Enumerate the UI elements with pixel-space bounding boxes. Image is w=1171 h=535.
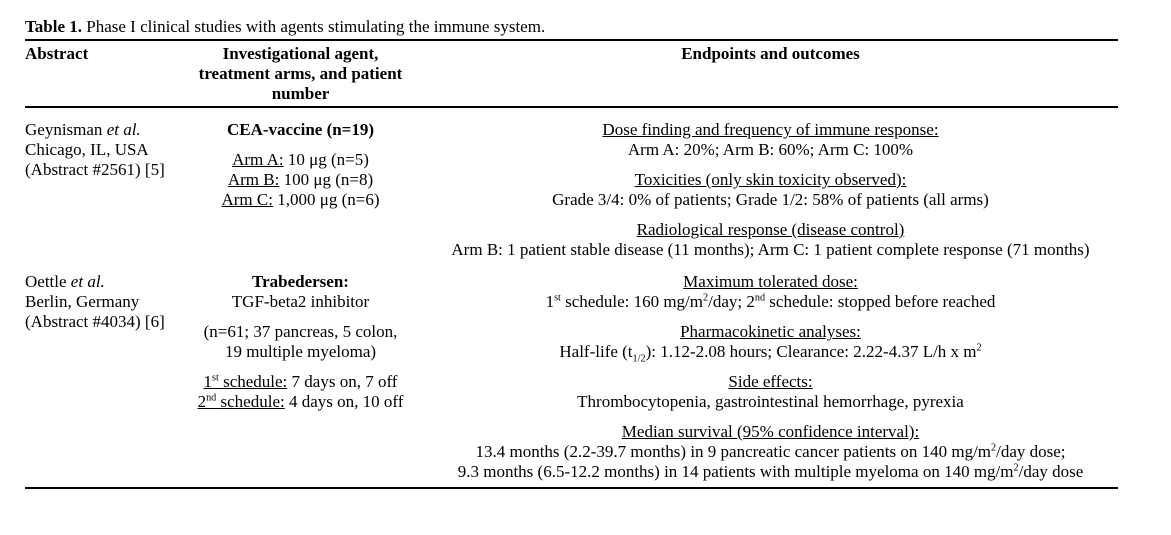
schedule-1-num: 1 bbox=[203, 372, 213, 391]
oettle-population-group bbox=[178, 322, 423, 362]
geynisman-author: Geynisman bbox=[25, 120, 107, 139]
header-agent-line-1: Investigational agent, bbox=[222, 44, 379, 63]
oettle-author-line bbox=[25, 272, 178, 292]
table-caption-text: Phase I clinical studies with agents stimulating the immune system. bbox=[82, 17, 546, 36]
schedule-1-ordinal: st bbox=[212, 372, 219, 384]
header-agent-line-3: number bbox=[271, 84, 330, 103]
arm-a-value: 10 μg (n=5) bbox=[283, 150, 369, 169]
arm-a-label: Arm A: bbox=[232, 150, 284, 169]
table-body bbox=[25, 108, 1118, 489]
schedule-1-value: 7 days on, 7 off bbox=[287, 372, 398, 391]
radiological-body: Arm B: 1 patient stable disease (11 months); Arm C: 1 patient complete response (71 months) bbox=[451, 240, 1090, 259]
geynisman-abstract-cell bbox=[25, 120, 178, 260]
header-endpoints bbox=[423, 44, 1118, 104]
geynisman-reference: (Abstract #2561) [5] bbox=[25, 160, 165, 179]
endpoint-group-survival bbox=[423, 422, 1118, 482]
schedule-2-ordinal: nd bbox=[206, 392, 217, 404]
arm-b-line bbox=[178, 170, 423, 190]
endpoint-group-pk bbox=[423, 322, 1118, 365]
schedule-2-num: 2 bbox=[197, 392, 207, 411]
geynisman-author-line bbox=[25, 120, 178, 140]
oettle-population-line-2: 19 multiple myeloma) bbox=[224, 342, 377, 361]
oettle-schedules-group bbox=[178, 372, 423, 412]
side-effects-heading: Side effects: bbox=[728, 372, 813, 391]
schedule-2-value: 4 days on, 10 off bbox=[284, 392, 404, 411]
table-1 bbox=[25, 17, 1118, 489]
schedule-2-label bbox=[198, 392, 285, 411]
oettle-reference: (Abstract #4034) [6] bbox=[25, 312, 165, 331]
table-caption bbox=[25, 17, 1118, 41]
schedule-1-line bbox=[178, 372, 423, 392]
oettle-endpoints-cell bbox=[423, 272, 1118, 482]
mtd-body: 1st schedule: 160 $mg/m^2$/day; 2nd schedule: stopped before reached bbox=[545, 292, 996, 311]
geynisman-agent-cell bbox=[178, 120, 423, 260]
arm-b-label: Arm B: bbox=[227, 170, 280, 189]
schedule-2-word: schedule: bbox=[216, 392, 285, 411]
mtd-heading: Maximum tolerated dose: bbox=[683, 272, 858, 291]
study-row-geynisman bbox=[25, 120, 1118, 260]
survival-line-1: 13.4 months (2.2-39.7 months) in 9 pancreatic cancer patients on 140 $mg/m^2$/day dose; bbox=[475, 442, 1066, 461]
arm-a-line bbox=[178, 150, 423, 170]
arm-c-line bbox=[178, 190, 423, 210]
geynisman-agent-name: CEA-vaccine (n=19) bbox=[226, 120, 375, 139]
header-agent bbox=[178, 44, 423, 104]
geynisman-location: Chicago, IL, USA bbox=[25, 140, 149, 159]
header-agent-line-2: treatment arms, and patient bbox=[198, 64, 403, 83]
oettle-abstract-cell bbox=[25, 272, 178, 482]
geynisman-arms-group bbox=[178, 150, 423, 210]
table-header-row bbox=[25, 41, 1118, 108]
toxicities-body: Grade 3/4: 0% of patients; Grade 1/2: 58% of patients (all arms) bbox=[552, 190, 989, 209]
survival-heading: Median survival (95% confidence interval): bbox=[621, 422, 920, 441]
endpoint-group-radiological bbox=[423, 220, 1118, 260]
survival-line-2: 9.3 months (6.5-12.2 months) in 14 patients with multiple myeloma on 140 $mg/m^2$/day dose bbox=[457, 462, 1084, 481]
study-row-oettle bbox=[25, 272, 1118, 482]
table-caption-label: Table 1. bbox=[25, 17, 83, 36]
pk-body: Half-life $(t_{1/2})$: 1.12-2.08 hours; Clearance: 2.22-4.37 L/h x $m^2$ bbox=[559, 342, 982, 365]
endpoint-group-mtd bbox=[423, 272, 1118, 312]
arm-c-label: Arm C: bbox=[221, 190, 273, 209]
side-effects-body: Thrombocytopenia, gastrointestinal hemorrhage, pyrexia bbox=[577, 392, 964, 411]
oettle-author: Oettle bbox=[25, 272, 71, 291]
schedule-1-word: schedule: bbox=[218, 372, 288, 391]
oettle-etal: et al. bbox=[70, 272, 105, 291]
oettle-agent-description: TGF-beta2 inhibitor bbox=[231, 292, 370, 311]
oettle-agent-cell bbox=[178, 272, 423, 482]
radiological-heading: Radiological response (disease control) bbox=[636, 220, 905, 239]
arm-b-value: 100 μg (n=8) bbox=[279, 170, 374, 189]
geynisman-etal: et al. bbox=[106, 120, 141, 139]
arm-c-value: 1,000 μg (n=6) bbox=[272, 190, 380, 209]
schedule-1-label bbox=[204, 372, 288, 391]
endpoint-group-side-effects bbox=[423, 372, 1118, 412]
endpoint-group-toxicities bbox=[423, 170, 1118, 210]
schedule-2-line bbox=[178, 392, 423, 412]
endpoint-group-dose-finding bbox=[423, 120, 1118, 160]
toxicities-heading: Toxicities (only skin toxicity observed): bbox=[634, 170, 907, 189]
geynisman-endpoints-cell bbox=[423, 120, 1118, 260]
dose-finding-heading: Dose finding and frequency of immune response: bbox=[602, 120, 939, 139]
header-abstract: Abstract bbox=[25, 44, 89, 63]
oettle-population-line-1: (n=61; 37 pancreas, 5 colon, bbox=[203, 322, 398, 341]
oettle-agent-name: Trabedersen: bbox=[252, 272, 349, 291]
pk-heading: Pharmacokinetic analyses: bbox=[680, 322, 861, 341]
header-endpoints-label: Endpoints and outcomes bbox=[681, 44, 860, 63]
oettle-location: Berlin, Germany bbox=[25, 292, 140, 311]
dose-finding-body: Arm A: 20%; Arm B: 60%; Arm C: 100% bbox=[627, 140, 914, 159]
